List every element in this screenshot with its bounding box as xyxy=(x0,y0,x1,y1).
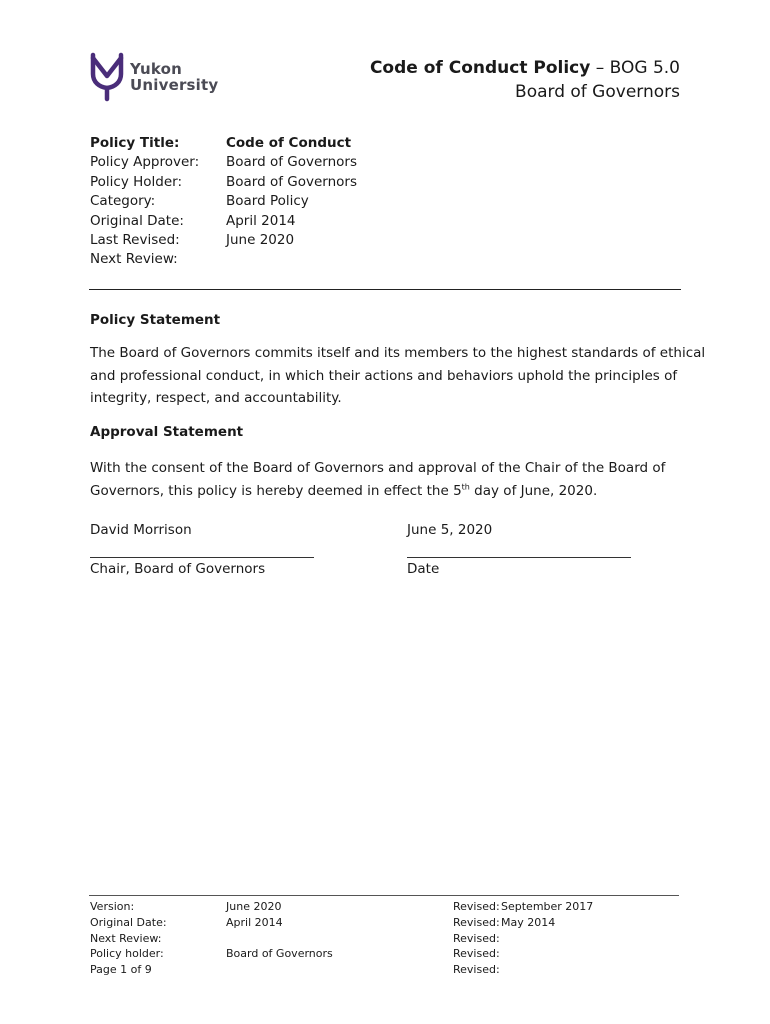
revision-label: Revised: xyxy=(453,900,500,913)
approval-text: day of June, 2020. xyxy=(469,482,598,499)
date-label: Date xyxy=(407,561,440,577)
footer-label: Original Date: xyxy=(90,915,167,929)
document-title-bold: Code of Conduct Policy xyxy=(369,58,591,78)
footer-value xyxy=(226,962,333,978)
meta-value: Board of Governors xyxy=(226,173,357,190)
footer-values xyxy=(226,899,333,978)
meta-row-original-date xyxy=(90,212,357,231)
footer-value: April 2014 xyxy=(226,915,283,929)
meta-row-policy-holder xyxy=(90,173,357,192)
policy-metadata xyxy=(90,134,357,270)
footer-labels xyxy=(90,899,167,978)
meta-label: Policy Approver: xyxy=(90,154,200,171)
footer-label: Next Review: xyxy=(90,931,162,945)
meta-value: Board Policy xyxy=(226,193,309,210)
approval-statement-heading: Approval Statement xyxy=(90,424,244,440)
footer-divider xyxy=(89,895,679,896)
revision-label: Revised: xyxy=(453,915,500,929)
revision-value: May 2014 xyxy=(501,915,556,929)
revision-label: Revised: xyxy=(453,931,500,945)
meta-label: Policy Title: xyxy=(90,135,180,151)
footer-value: June 2020 xyxy=(226,900,282,913)
meta-row-category xyxy=(90,192,357,211)
approval-statement-text xyxy=(90,457,690,502)
meta-label: Original Date: xyxy=(90,212,184,229)
meta-label: Last Revised: xyxy=(90,231,180,248)
revision-row xyxy=(453,915,593,931)
footer-value xyxy=(226,931,333,947)
meta-row-next-review xyxy=(90,250,357,269)
footer-label: Policy holder: xyxy=(90,947,164,961)
paragraph-line: The Board of Governors commits itself and its members to the highest standards of ethical xyxy=(90,345,706,361)
meta-value: Code of Conduct xyxy=(226,135,352,151)
document-code: – BOG 5.0 xyxy=(590,58,680,78)
meta-label: Policy Holder: xyxy=(90,173,183,190)
revision-row xyxy=(453,962,593,978)
revision-label: Revised: xyxy=(453,947,500,961)
yukon-university-logo xyxy=(90,52,218,102)
logo-line-2: University xyxy=(130,76,219,94)
paragraph-line: and professional conduct, in which their actions and behaviors uphold the principles of xyxy=(90,367,678,384)
date-line xyxy=(407,557,631,558)
document-header xyxy=(370,56,680,104)
footer-value: Board of Governors xyxy=(226,947,333,961)
revision-label: Revised: xyxy=(453,963,500,977)
meta-row-last-revised xyxy=(90,231,357,250)
revision-row xyxy=(453,931,593,947)
policy-statement-heading: Policy Statement xyxy=(90,312,221,328)
document-subtitle: Board of Governors xyxy=(515,82,680,102)
signature-date: June 5, 2020 xyxy=(407,522,493,538)
approval-text: Governors, this policy is hereby deemed in effect the 5 xyxy=(90,482,462,499)
revision-value: September 2017 xyxy=(501,900,594,913)
meta-value: April 2014 xyxy=(226,212,296,229)
document-title xyxy=(370,56,680,80)
meta-label: Category: xyxy=(90,193,156,210)
header-divider xyxy=(89,289,681,290)
meta-value: Board of Governors xyxy=(226,154,357,171)
footer-label: Version: xyxy=(90,900,135,913)
meta-row-policy-approver xyxy=(90,153,357,172)
meta-row-policy-title xyxy=(90,134,357,153)
signatory-name: David Morrison xyxy=(90,522,192,538)
page-number: Page 1 of 9 xyxy=(90,963,152,977)
meta-value: June 2020 xyxy=(226,231,295,248)
signature-line xyxy=(90,557,314,558)
revision-row xyxy=(453,899,593,915)
yukon-leaf-icon xyxy=(90,52,124,102)
paragraph-line: With the consent of the Board of Governors and approval of the Chair of the Board of xyxy=(90,460,666,476)
paragraph-line: integrity, respect, and accountability. xyxy=(90,390,342,406)
ordinal-suffix: th xyxy=(461,482,470,491)
logo-line-1: Yukon xyxy=(130,60,183,78)
meta-label: Next Review: xyxy=(90,251,178,268)
revision-row xyxy=(453,946,593,962)
footer-revisions xyxy=(453,899,593,978)
signatory-role: Chair, Board of Governors xyxy=(90,561,266,577)
policy-statement-text xyxy=(90,342,706,410)
paragraph-line xyxy=(90,480,690,503)
